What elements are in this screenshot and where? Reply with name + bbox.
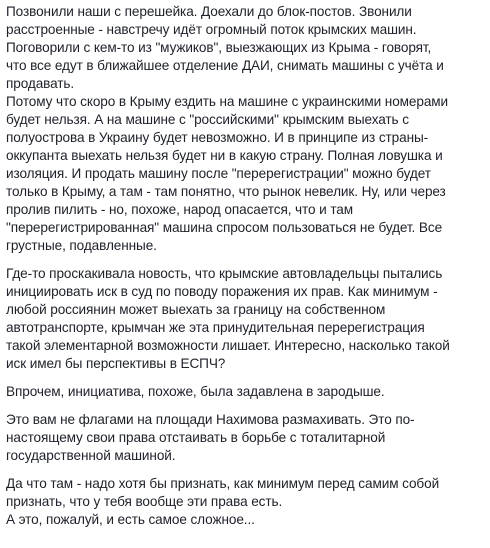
post-paragraph-1: Позвонили наши с перешейка. Доехали до блок-постов. Звонили расстроенные - навстречу идёт огромный поток крымских машин. Поговорили с кем-то из "мужиков", выезжающих из Крыма - говорят, что все едут в ближайшее отделение ДАИ, снимать машины с учёта и продавать. Потому что скоро в Крыму ездить на машине с украинскими номерами будет нельзя. А на машине с "российскими" крымским выехать с полуострова в Украину будет невозможно. И в принципе из страны- оккупанта выехать нельзя будет ни в какую страну. Полная ловушка и изоляция. И продать машину после "перерегистрации" можно будет только в Крыму, а там - там понятно, что рынок невелик. Ну, или через пролив пилить - но, похоже, народ опасается, что и там "перерегистрированная" машина спросом пользоваться не будет. Все грустные, подавленные. [6,4,449,253]
post-paragraph-2: Где-то проскакивала новость, что крымские автовладельцы пытались инициировать иск в суд по поводу поражения их прав. Как минимум - любой россиянин может выехать за границу на собственном автотранспорте, крымчан же эта принудительная перерегистрация такой элементарной возможности лишает. Интересно, насколько такой иск имел бы перспективы в ЕСПЧ? [6,266,450,371]
post-paragraph-5: Да что там - надо хотя бы признать, как минимум перед самим собой признать, что у тебя вообще эти права есть. А это, пожалуй, и есть самое сложное... [6,476,440,527]
post-paragraph-4: Это вам не флагами на площади Нахимова размахивать. Это по- настоящему свои права отстаивать в борьбе с тоталитарной государственной машиной. [6,412,415,463]
post-paragraph-3: Впрочем, инициатива, похоже, была задавлена в зародыше. [6,384,385,399]
